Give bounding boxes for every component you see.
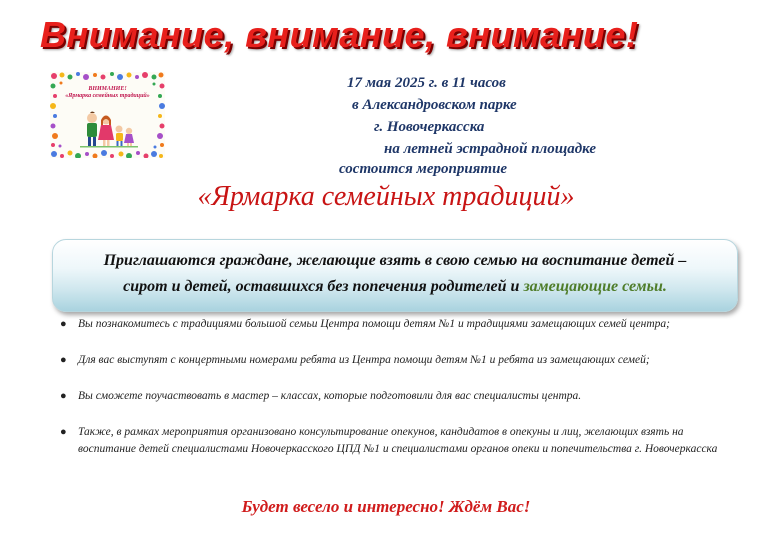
- poster-caption-line1: ВНИМАНИЕ!: [88, 86, 127, 92]
- list-item-text: Вы сможете поучаствовать в мастер – классах, которые подготовили для вас специалисты центра.: [78, 390, 582, 402]
- list-item-text: Также, в рамках мероприятия организовано консультирование опекунов, кандидатов в опекуны и лиц, желающих взять на воспитание детей специалистами Новочеркасского ЦПД №1 и специалистами органов опеки и попечительства г. Новочеркасска: [78, 426, 718, 455]
- poster-caption: [50, 86, 165, 100]
- list-item: [60, 424, 728, 476]
- event-city: г. Новочеркасска: [374, 119, 485, 135]
- event-park: в Александровском парке: [352, 97, 517, 113]
- closing-message: Будет весело и интересно! Ждём Вас!: [241, 497, 531, 516]
- event-poster-image: [50, 72, 165, 158]
- list-item: [60, 352, 728, 386]
- bullet-icon: ●: [60, 318, 67, 330]
- invitation-highlight: замещающие семьи.: [523, 278, 667, 295]
- bullet-icon: ●: [60, 426, 67, 438]
- invitation-text-part1: Приглашаются граждане, желающие взять в свою семью на воспитание детей –: [103, 252, 687, 269]
- invitation-box: [52, 239, 738, 312]
- bullet-icon: ●: [60, 354, 67, 366]
- list-item-text: Для вас выступят с концертными номерами ребята из Центра помощи детям №1 и ребята из замещающих семей;: [78, 354, 650, 366]
- invitation-text-part2: сирот и детей, оставшихся без попечения родителей и: [123, 278, 524, 295]
- bullet-icon: ●: [60, 390, 67, 402]
- event-venue: на летней эстрадной площадке: [384, 141, 596, 157]
- event-date-time: 17 мая 2025 г. в 11 часов: [347, 75, 506, 91]
- list-item: [60, 316, 728, 350]
- event-announcement: состоится мероприятие: [339, 161, 508, 177]
- event-title: «Ярмарка семейных традиций»: [197, 181, 575, 212]
- poster-illustration: [50, 72, 165, 158]
- list-item: [60, 388, 728, 406]
- list-item-text: Вы познакомитесь с традициями большой семьи Центра помощи детям №1 и традициями замещающих семей центра;: [78, 318, 670, 330]
- page-headline: Внимание, внимание, внимание!: [40, 14, 639, 55]
- poster-caption-line2: «Ярмарка семейных традиций»: [65, 93, 150, 99]
